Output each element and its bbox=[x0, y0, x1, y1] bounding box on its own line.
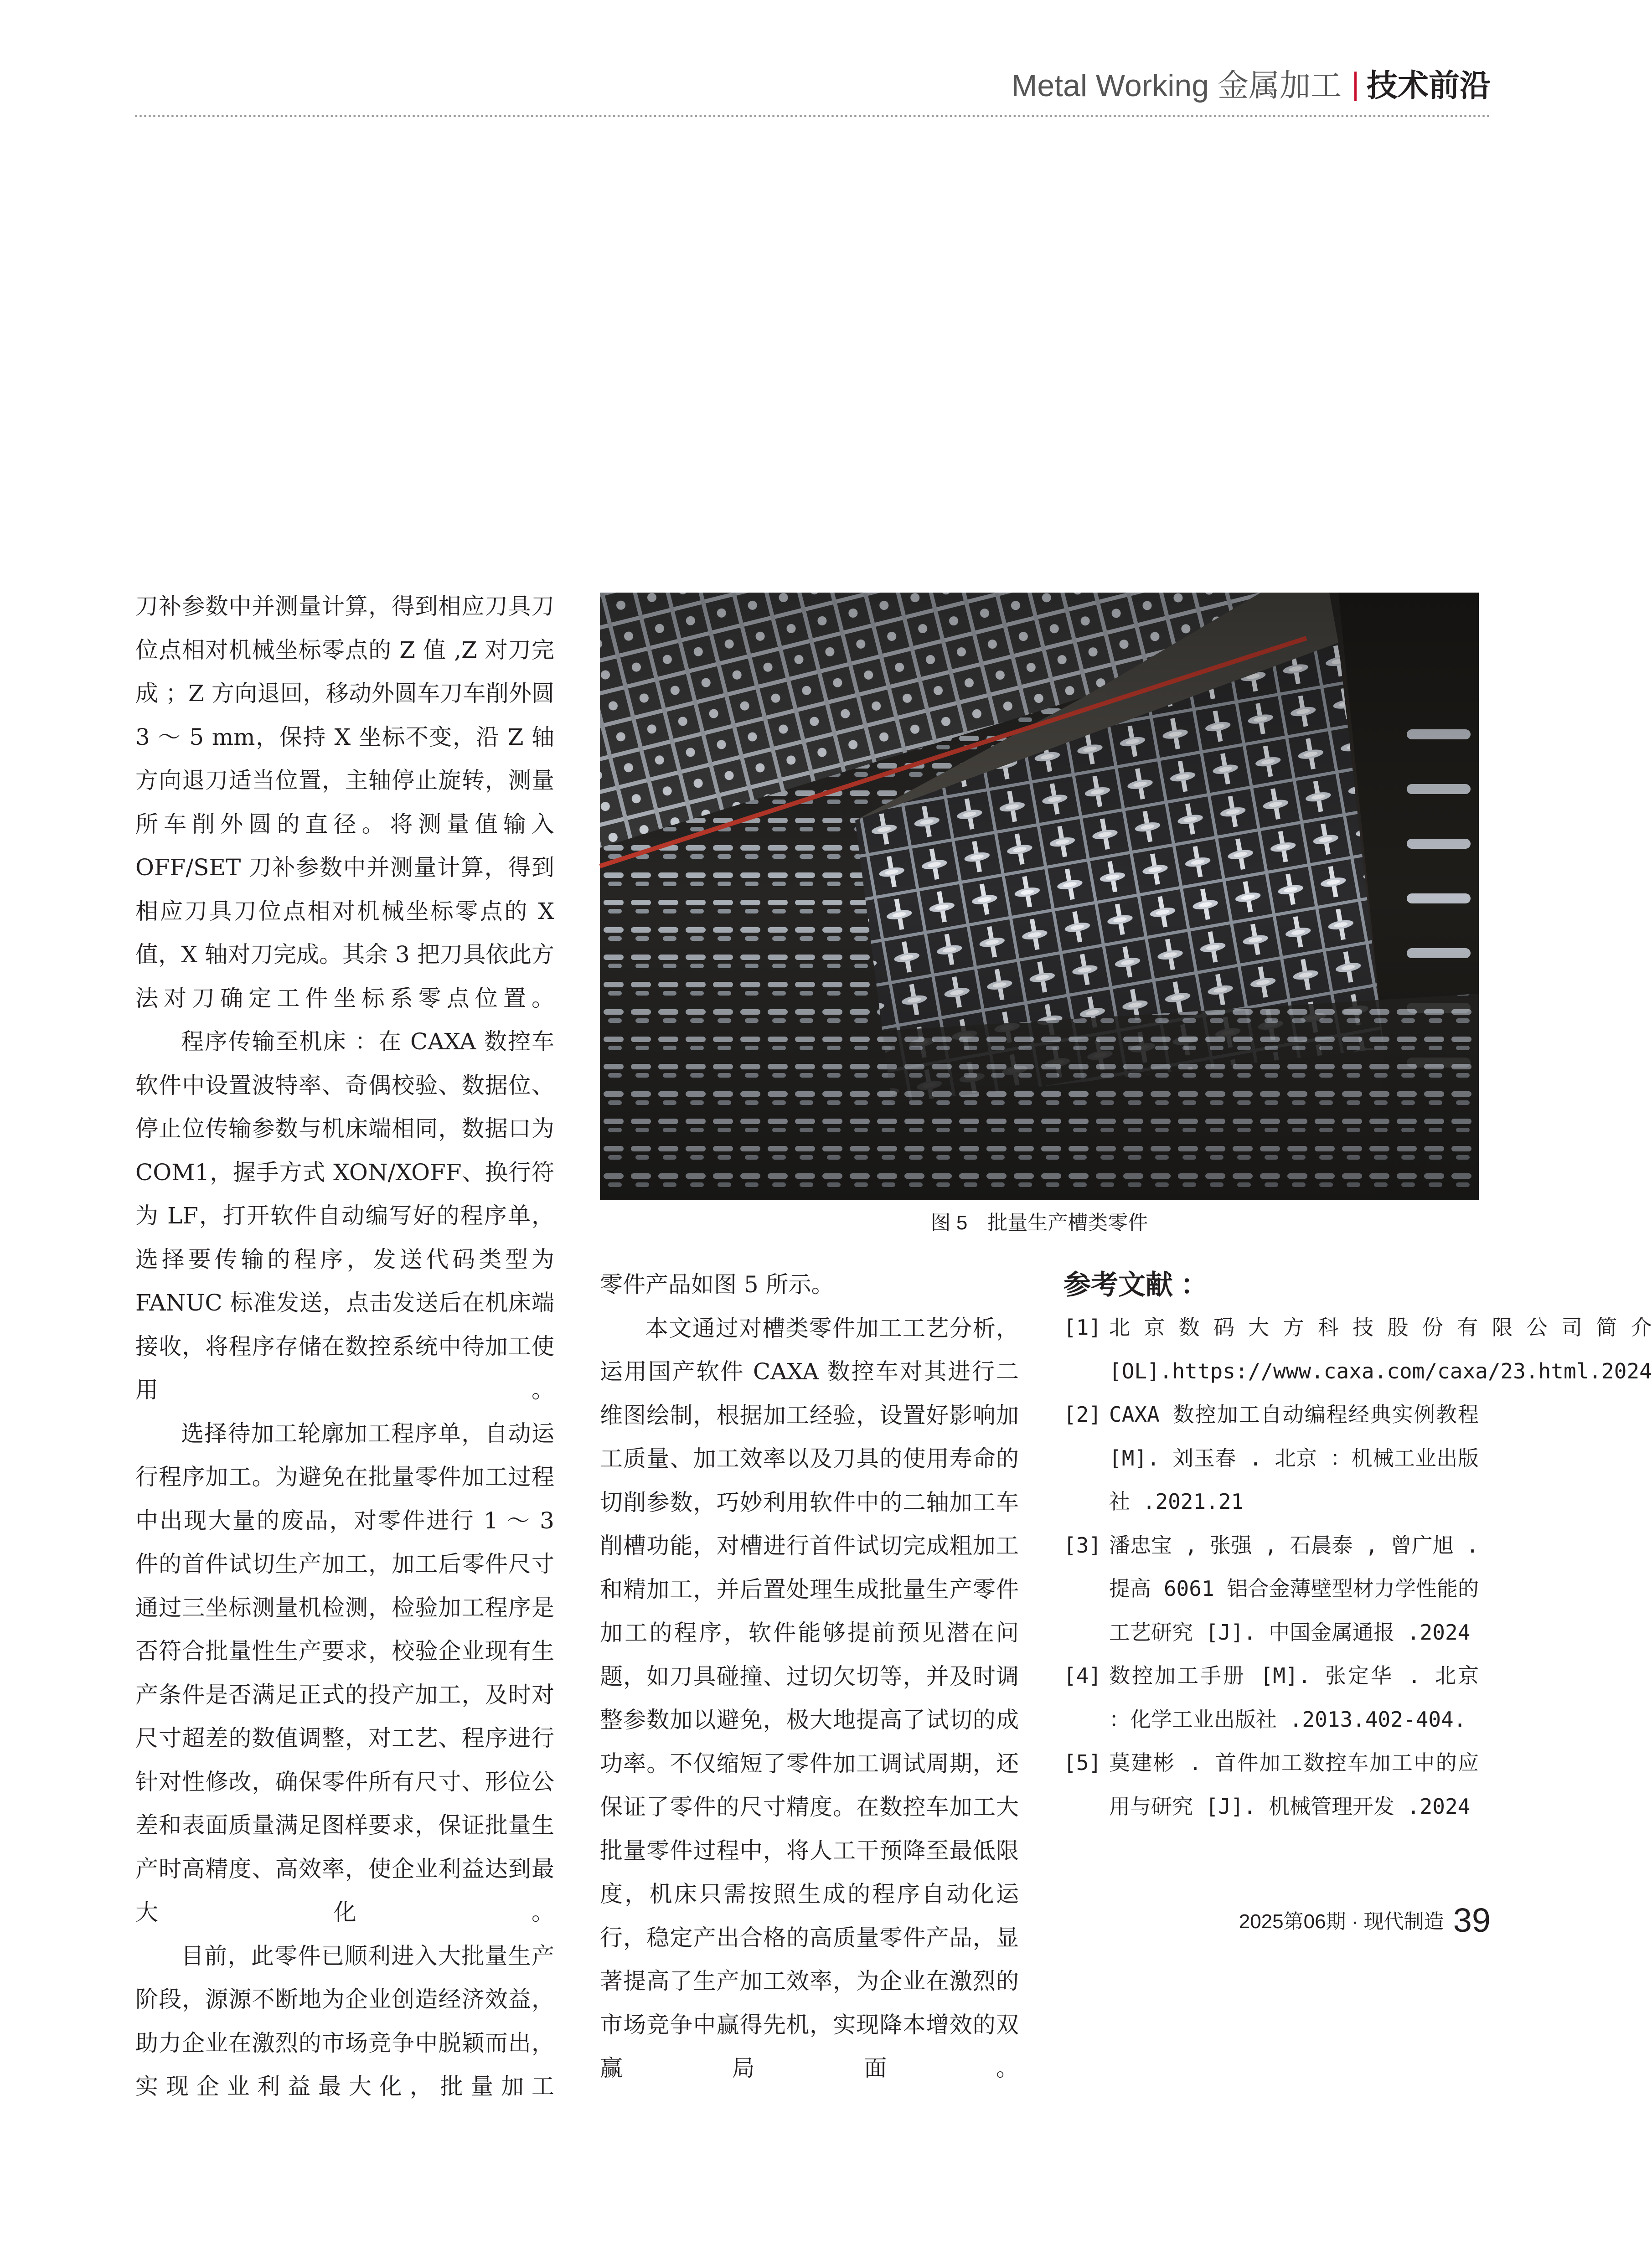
paragraph: 目前，此零件已顺利进入大批量生产阶段，源源不断地为企业创造经济效益，助力企业在激烈的市场竞争中脱颖而出，实现企业利益最大化，批量加工 bbox=[135, 1942, 554, 2100]
paragraph: 刀补参数中并测量计算，得到相应刀具刀位点相对机械坐标零点的 Z 值 ,Z 对刀完成 ；Z 方向退回，移动外圆车刀车削外圆 3 ～ 5 mm，保持 X 坐标不变，沿 Z 轴方向退刀适当位置，主轴停止旋转，测量所车削外圆的直径。将测量值输入 OFF/SET 刀补参数中并测量计算，得到相应刀具刀位点相对机械坐标零点的 X 值，X 轴对刀完成。其余 3 把刀具依此方法对刀确定工件坐标系零点位置。 bbox=[135, 593, 554, 1011]
reference-item bbox=[1063, 1524, 1479, 1655]
reference-number: [2] bbox=[1063, 1402, 1102, 1427]
left-column bbox=[135, 585, 554, 2109]
reference-item bbox=[1063, 1741, 1479, 1828]
header-chinese: 金属加工 bbox=[1217, 68, 1342, 103]
footer-issue: 2025第06期 · 现代制造 bbox=[1239, 1910, 1444, 1933]
paragraph: 程序传输至机床 ：在 CAXA 数控车软件中设置波特率、奇偶校验、数据位、停止位传输参数与机床端相同，数据口为 COM1，握手方式 XON/XOFF、换行符为 LF，打开软件自动编写好的程序单，选择要传输的程序，发送代码类型为 FANUC 标准发送，点击发送后在机床端接收，将程序存储在数控系统中待加工使用。 bbox=[135, 1028, 554, 1403]
header-divider bbox=[1354, 72, 1357, 101]
running-header bbox=[1012, 67, 1491, 104]
figure-caption: 图 5 批量生产槽类零件 bbox=[930, 1212, 1148, 1234]
reference-item bbox=[1063, 1306, 1652, 1393]
page-footer bbox=[1239, 1901, 1491, 1940]
references-list bbox=[1063, 1306, 1652, 1828]
reference-number: [5] bbox=[1063, 1750, 1102, 1775]
reference-number: [1] bbox=[1063, 1315, 1102, 1340]
paragraph: 本文通过对槽类零件加工工艺分析，运用国产软件 CAXA 数控车对其进行二维图绘制，根据加工经验，设置好影响加工质量、加工效率以及刀具的使用寿命的切削参数，巧妙利用软件中的二轴加工车削槽功能，对槽进行首件试切完成粗加工和精加工，并后置处理生成批量生产零件加工的程序，软件能够提前预见潜在问题，如刀具碰撞、过切欠切等，并及时调整参数加以避免，极大地提高了试切的成功率。不仅缩短了零件加工调试周期，还保证了零件的尺寸精度。在数控车加工大批量零件过程中，将人工干预降至最低限度，机床只需按照生成的程序自动化运行，稳定产出合格的高质量零件产品，显著提高了生产加工效率，为企业在激烈的市场竞争中赢得先机，实现降本增效的双赢局面。 bbox=[600, 1315, 1019, 2081]
references-heading: 参考文献 ： bbox=[1063, 1269, 1208, 1300]
reference-item bbox=[1063, 1654, 1479, 1741]
reference-text: 莫建彬 . 首件加工数控车加工中的应用与研究 [J]. 机械管理开发 .2024 bbox=[1109, 1750, 1479, 1819]
reference-text: 潘忠宝 , 张强 , 石晨泰 , 曾广旭 . 提高 6061 铝合金薄壁型材力学性能的工艺研究 [J]. 中国金属通报 .2024 bbox=[1109, 1533, 1479, 1645]
header-section: 技术前沿 bbox=[1366, 68, 1491, 103]
paragraph: 选择待加工轮廓加工程序单，自动运行程序加工。为避免在批量零件加工过程中出现大量的废品，对零件进行 1 ～ 3 件的首件试切生产加工，加工后零件尺寸通过三坐标测量机检测，检验加工程序是否符合批量性生产要求，校验企业现有生产条件是否满足正式的投产加工，及时对尺寸超差的数值调整，对工艺、程序进行针对性修改，确保零件所有尺寸、形位公差和表面质量满足图样要求，保证批量生产时高精度、高效率，使企业利益达到最大化。 bbox=[135, 1420, 554, 1925]
page-number: 39 bbox=[1453, 1901, 1491, 1939]
middle-column bbox=[600, 1263, 1019, 2090]
header-dotted-rule bbox=[135, 115, 1491, 117]
reference-number: [3] bbox=[1063, 1533, 1102, 1558]
reference-text: 数控加工手册 [M]. 张定华 . 北京 ：化学工业出版社 .2013.402-404. bbox=[1109, 1663, 1479, 1732]
reference-text: 北京数码大方科技股份有限公司简介 [OL].https://www.caxa.com/caxa/23.html.2024 bbox=[1109, 1315, 1652, 1383]
reference-number: [4] bbox=[1063, 1663, 1102, 1688]
figure-photo bbox=[600, 593, 1479, 1200]
reference-text: CAXA 数控加工自动编程经典实例教程 [M]. 刘玉春 . 北京 ：机械工业出版社 .2021.21 bbox=[1109, 1402, 1479, 1514]
parts-photo-illustration bbox=[600, 593, 1479, 1200]
reference-item bbox=[1063, 1393, 1479, 1524]
header-english: Metal Working bbox=[1011, 68, 1209, 103]
paragraph: 零件产品如图 5 所示。 bbox=[600, 1271, 834, 1298]
